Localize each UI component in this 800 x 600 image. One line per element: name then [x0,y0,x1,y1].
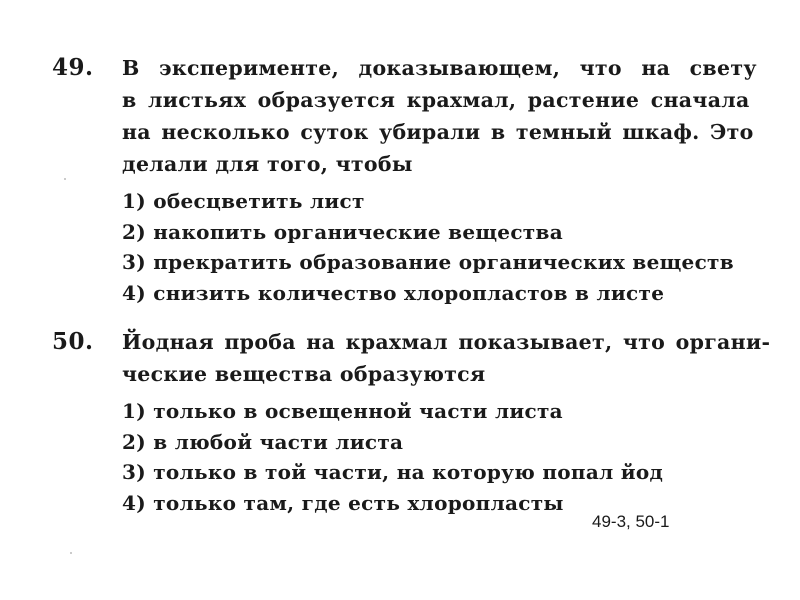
scan-speck [70,552,72,554]
answer-options [122,186,762,308]
question-text [122,52,762,180]
answer-option: 1) обесцветить лист [122,189,365,213]
question-text-line: В эксперименте, доказывающем, что на свету [122,56,757,80]
question-number: 50. [52,328,94,355]
answer-option: 3) прекратить образование органических веществ [122,250,734,274]
answer-option: 4) только там, где есть хлоропласты [122,490,564,515]
answer-key: 49-3, 50-1 [592,512,670,531]
question-text-line: на несколько суток убирали в темный шкаф. Это [122,120,754,144]
answer-option: 2) в любой части листа [122,429,404,454]
answer-option: 4) снизить количество хлоропластов в листе [122,280,665,305]
question-text-line: Йодная проба на крахмал показывает, что органи- [122,330,771,354]
answer-options [122,396,762,518]
question-text [122,326,771,390]
question-50 [52,326,771,526]
scan-speck [64,178,66,180]
question-text-line: делали для того, чтобы [122,152,413,176]
answer-option: 3) только в той части, на которую попал йод [122,460,664,484]
question-text-line: в листьях образуется крахмал, растение сначала [122,88,750,112]
question-49 [52,52,767,312]
question-number: 49. [52,54,94,81]
answer-option: 1) только в освещенной части листа [122,399,563,423]
answer-option: 2) накопить органические вещества [122,219,563,244]
question-text-line: ческие вещества образуются [122,362,486,386]
